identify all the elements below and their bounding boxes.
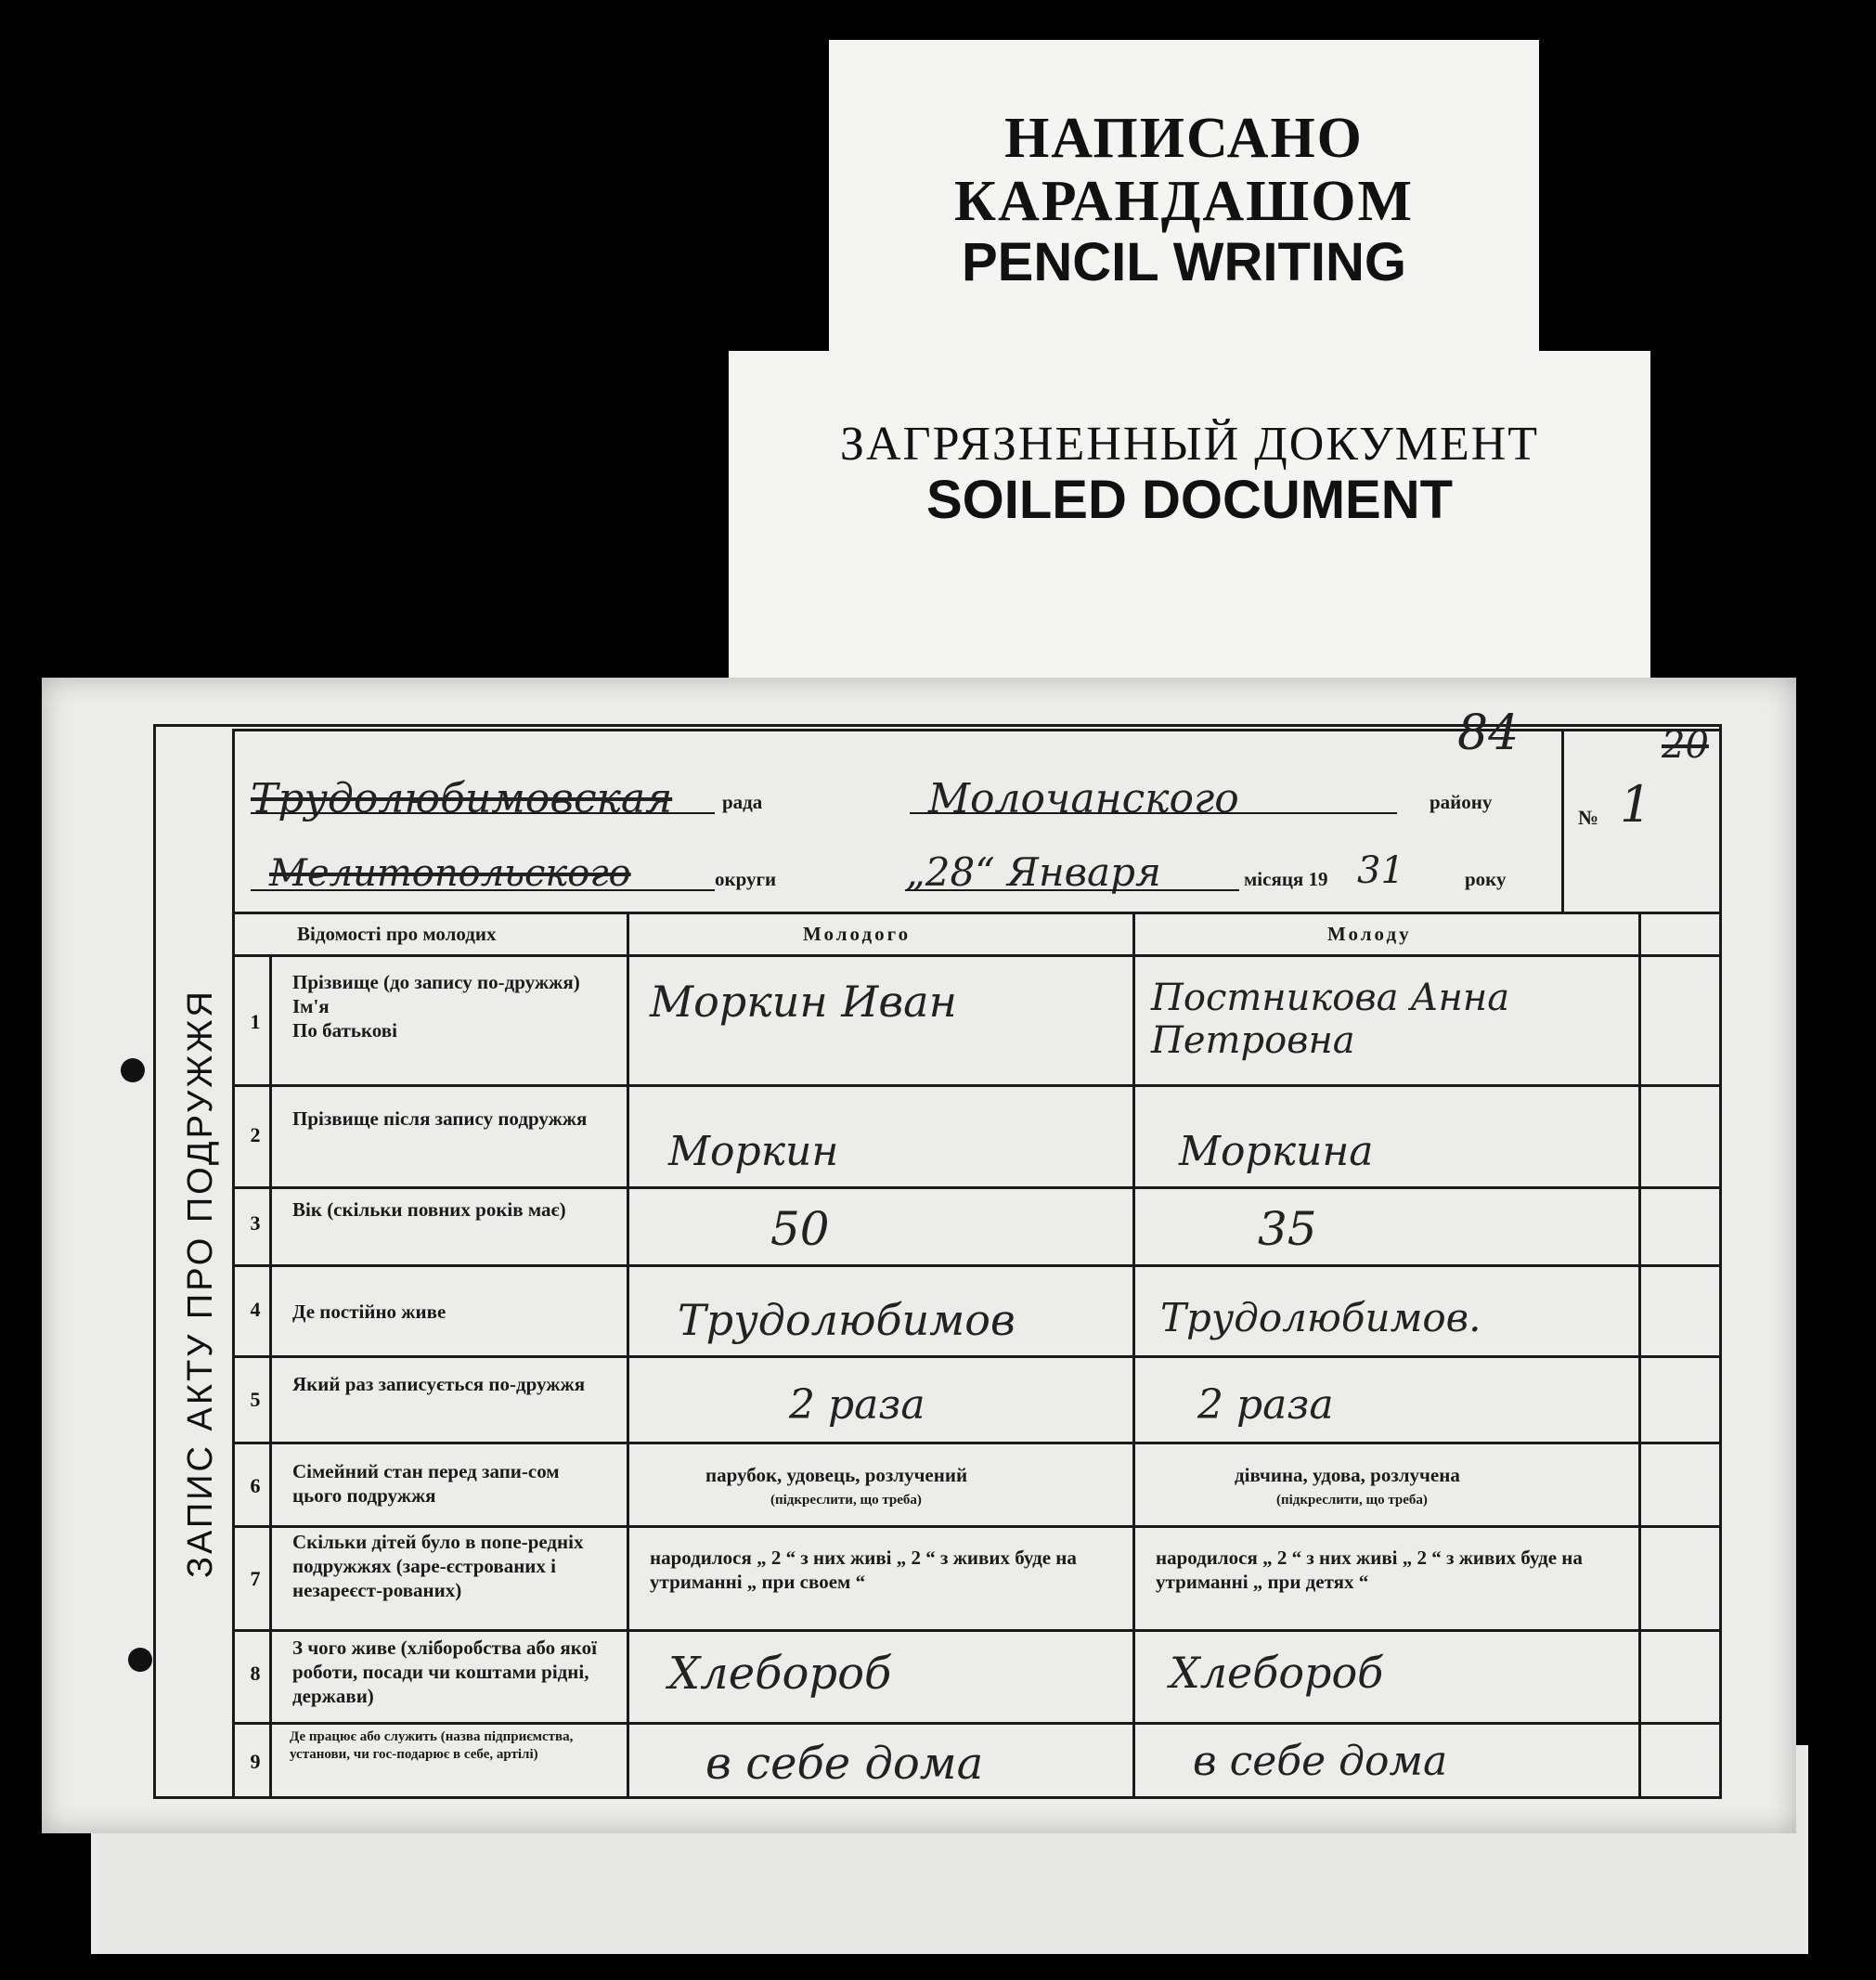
row-label: З чого живе (хліборобства або якої роботи, посади чи коштами рідні, держави): [292, 1637, 597, 1707]
row-label: Прізвище (до запису по-дружжя) Ім'я По батькові: [292, 971, 580, 1042]
date-value: „28“ Января: [905, 849, 1161, 895]
corner-number-2: 20: [1662, 724, 1709, 767]
row-label: Який раз записується по-дружжя: [292, 1373, 586, 1395]
groom-occupation: Хлебороб: [668, 1648, 892, 1700]
groom-residence: Трудолюбимов: [678, 1295, 1016, 1345]
groom-age: 50: [770, 1202, 830, 1256]
form-vertical-title: ЗАПИС АКТУ ПРО ПОДРУЖЖЯ: [181, 989, 220, 1578]
soiled-document-label: [729, 351, 1650, 679]
district-label: району: [1430, 791, 1493, 813]
corner-number: 84: [1457, 705, 1520, 761]
col-header-bride: Молоду: [1327, 923, 1412, 945]
soiled-label-ru: ЗАГРЯЗНЕННЫЙ ДОКУМЕНТ: [839, 418, 1540, 471]
bride-residence: Трудолюбимов.: [1160, 1295, 1481, 1340]
pencil-writing-label: [829, 40, 1539, 357]
year-label: року: [1465, 868, 1507, 890]
groom-surname-after: Моркин: [668, 1128, 839, 1175]
row-number: 6: [250, 1474, 261, 1497]
punch-hole-top: [121, 1058, 145, 1082]
pencil-label-ru-line2: КАРАНДАШОМ: [954, 170, 1414, 234]
council-value: Трудолюбимовская: [251, 775, 673, 822]
month-label: місяця 19: [1244, 868, 1328, 890]
row-number: 8: [250, 1662, 261, 1685]
row-number: 4: [250, 1298, 261, 1321]
bride-marital-status: дівчина, удова, розлучена: [1235, 1464, 1460, 1486]
groom-workplace: в себе дома: [705, 1738, 984, 1790]
number-value: 1: [1620, 775, 1652, 834]
bride-children: народилося „ 2 “ з них живі „ 2 “ з живих буде на утриманні „ при детях “: [1156, 1546, 1583, 1593]
pencil-label-en: PENCIL WRITING: [961, 232, 1407, 293]
groom-name: Моркин Иван: [650, 977, 957, 1027]
groom-marriage-count: 2 раза: [789, 1381, 925, 1429]
row-number: 2: [250, 1123, 261, 1146]
groom-marital-status: парубок, удовець, розлучений: [705, 1464, 968, 1486]
row-label: Де постійно живе: [292, 1301, 446, 1323]
district-value: Молочанского: [928, 775, 1239, 822]
col-header-info: Відомості про молодих: [297, 923, 497, 945]
year-value: 31: [1357, 849, 1404, 892]
bride-name: Постникова Анна Петровна: [1151, 977, 1510, 1062]
row-label: Де працює або служить (назва підприємства, установи, чи гос-подарює в себе, артілі): [290, 1729, 574, 1762]
row-label: Прізвище після запису подружжя: [292, 1107, 588, 1130]
row-number: 3: [250, 1211, 261, 1235]
row-label: Сімейний стан перед запи-сом цього подружжя: [292, 1460, 560, 1507]
groom-children: народилося „ 2 “ з них живі „ 2 “ з живих буде на утриманні „ при своем “: [650, 1546, 1077, 1593]
row-number: 1: [250, 1010, 261, 1033]
row-number: 5: [250, 1388, 261, 1411]
bride-marriage-count: 2 раза: [1197, 1381, 1334, 1429]
row-label: Скільки дітей було в попе-редніх подружжях (заре-єстрованих і незареєст-рованих): [292, 1531, 584, 1601]
pencil-label-ru-line1: НАПИСАНО: [1004, 107, 1364, 170]
row-number: 7: [250, 1567, 261, 1590]
col-header-groom: Молодого: [803, 923, 912, 945]
number-label: №: [1578, 806, 1599, 829]
groom-status-hint: (підкреслити, що треба): [770, 1493, 922, 1508]
bride-status-hint: (підкреслити, що треба): [1276, 1493, 1428, 1508]
bride-workplace: в себе дома: [1193, 1738, 1448, 1785]
soiled-label-en: SOILED DOCUMENT: [925, 470, 1454, 531]
okrug-value: Мелитопольского: [269, 852, 631, 895]
bride-occupation: Хлебороб: [1170, 1648, 1384, 1698]
row-label: Вік (скільки повних років має): [292, 1198, 566, 1221]
bride-age: 35: [1258, 1202, 1317, 1256]
row-number: 9: [250, 1750, 261, 1773]
council-label: рада: [722, 791, 763, 813]
okrug-label: округи: [715, 868, 777, 890]
bride-surname-after: Моркина: [1179, 1128, 1374, 1175]
punch-hole-bottom: [128, 1648, 152, 1672]
